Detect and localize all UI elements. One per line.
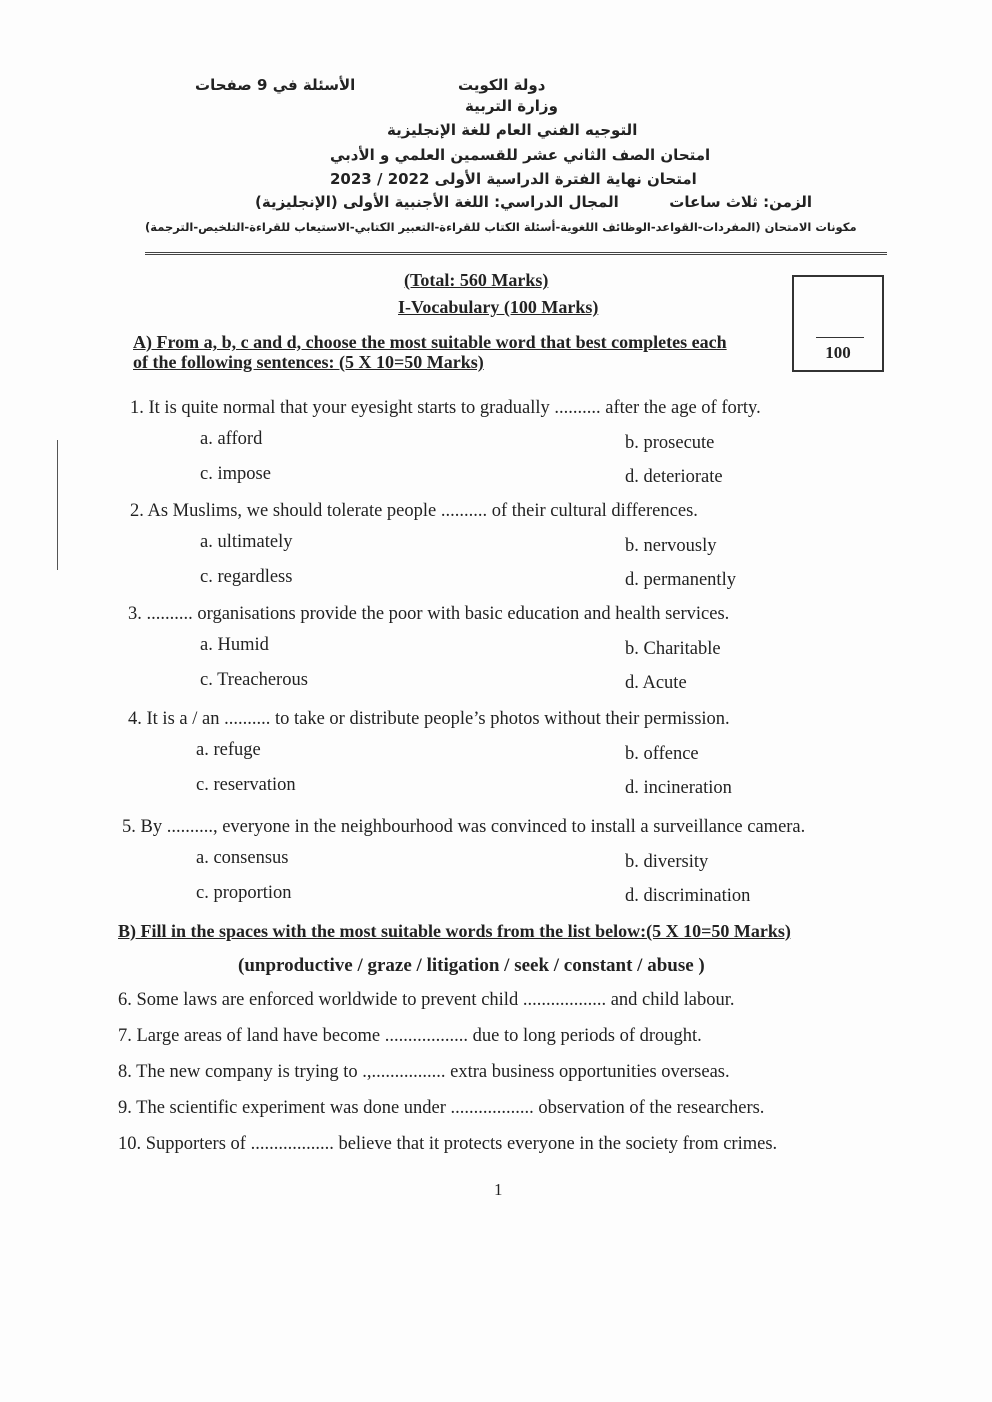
exam-period: امتحان نهاية الفترة الدراسية الأولى 2022 / 2023: [330, 170, 697, 188]
option-a: a. refuge: [196, 740, 261, 760]
option-d: d. discrimination: [625, 886, 751, 906]
option-b: b. diversity: [625, 852, 709, 872]
exam-grade: امتحان الصف الثاني عشر للقسمين العلمي و الأدبي: [330, 146, 711, 164]
option-d: d. Acute: [625, 673, 687, 693]
fill-in-sentence: 7. Large areas of land have become .................. due to long periods of drought.: [118, 1026, 702, 1046]
question-text: 1. It is quite normal that your eyesight starts to gradually .......... after the age of forty.: [130, 398, 761, 418]
option-d: d. incineration: [625, 778, 732, 798]
pages-note: الأسئلة في 9 صفحات: [195, 76, 356, 94]
option-b: b. prosecute: [625, 433, 715, 453]
fill-in-sentence: 10. Supporters of .................. believe that it protects everyone in the society from crimes.: [118, 1134, 778, 1154]
word-list: (unproductive / graze / litigation / seek / constant / abuse ): [238, 955, 705, 976]
option-a: a. consensus: [196, 848, 289, 868]
fill-in-sentence: 8. The new company is trying to .,................ extra business opportunities overseas.: [118, 1062, 730, 1082]
option-a: a. Humid: [200, 635, 269, 655]
subject: المجال الدراسي: اللغة الأجنبية الأولى (الإنجليزية): [255, 193, 619, 211]
time: الزمن: ثلاث ساعات: [669, 193, 813, 211]
question-text: 3. .......... organisations provide the poor with basic education and health services.: [128, 604, 730, 624]
scan-margin-line: [57, 440, 58, 570]
fill-in-sentence: 6. Some laws are enforced worldwide to prevent child .................. and child labour.: [118, 990, 735, 1010]
section-title: I-Vocabulary (100 Marks): [398, 297, 599, 317]
page-number: 1: [494, 1180, 503, 1199]
option-c: c. impose: [200, 464, 271, 484]
header-divider: [145, 252, 887, 255]
option-b: b. offence: [625, 744, 699, 764]
department: التوجيه الفني العام للغة الإنجليزية: [387, 121, 638, 139]
question-text: 4. It is a / an .......... to take or distribute people’s photos without their permission.: [128, 709, 730, 729]
option-c: c. Treacherous: [200, 670, 308, 690]
fill-in-sentence: 9. The scientific experiment was done under .................. observation of the researchers.: [118, 1098, 765, 1118]
option-b: b. Charitable: [625, 639, 721, 659]
exam-components: مكونات الامتحان (المفردات-القواعد-الوظائف اللغوية-أسئلة الكتاب للقراءة-التعبير الكتابي-الاستيعاب للقراءة-التلخيص-الترجمة): [145, 220, 857, 234]
option-a: a. ultimately: [200, 532, 293, 552]
score-box-total: 100: [825, 343, 851, 362]
score-box: [792, 275, 884, 372]
option-c: c. reservation: [196, 775, 296, 795]
option-c: c. regardless: [200, 567, 293, 587]
question-text: 5. By .........., everyone in the neighbourhood was convinced to install a surveillance camera.: [122, 817, 806, 837]
total-marks: (Total: 560 Marks): [404, 270, 549, 290]
country: دولة الكويت: [458, 76, 546, 94]
ministry: وزارة التربية: [465, 97, 558, 115]
part-a-instruction: A) From a, b, c and d, choose the most suitable word that best completes each: [133, 332, 727, 352]
subject-time-row: [255, 193, 812, 211]
option-a: a. afford: [200, 429, 263, 449]
option-d: d. deteriorate: [625, 467, 723, 487]
part-a-instruction-2: of the following sentences: (5 X 10=50 Marks): [133, 352, 484, 372]
option-c: c. proportion: [196, 883, 292, 903]
part-b-instruction: B) Fill in the spaces with the most suitable words from the list below:(5 X 10=50 Marks): [118, 921, 791, 941]
question-text: 2. As Muslims, we should tolerate people .......... of their cultural differences.: [130, 501, 698, 521]
option-b: b. nervously: [625, 536, 717, 556]
option-d: d. permanently: [625, 570, 736, 590]
